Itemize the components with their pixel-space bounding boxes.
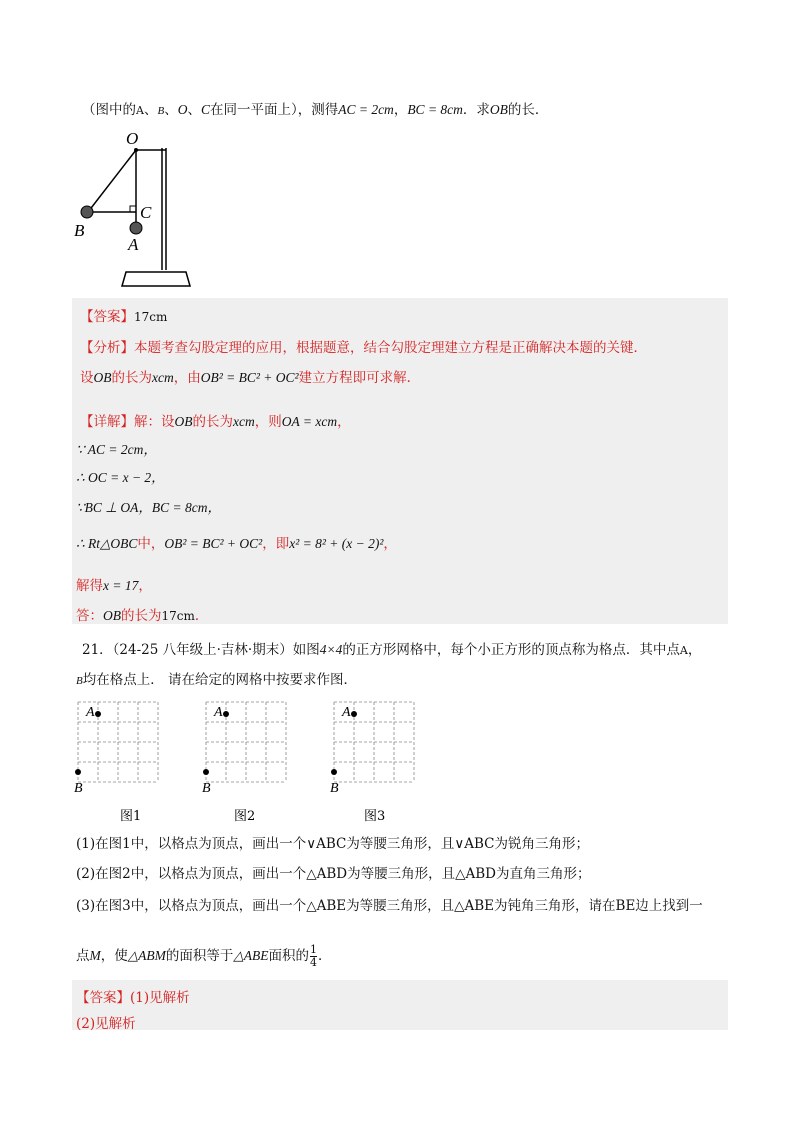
step-4: ∴ Rt△OBC中，OB² = BC² + OC²，即x² = 8² + (x − 2)²，	[76, 536, 397, 552]
label-c: C	[140, 203, 152, 222]
intro-line: （图中的A、B、O、C在同一平面上），测得AC = 2cm，BC = 8cm．求OB的长．	[82, 102, 549, 118]
grid-1-point-b	[75, 769, 81, 775]
step-5: 解得x = 17，	[76, 578, 152, 594]
right-angle-mark	[130, 206, 136, 212]
step-2: ∴ OC = x − 2，	[76, 470, 165, 485]
label-a: A	[128, 235, 139, 254]
ball-b	[81, 206, 93, 218]
pendulum-figure	[70, 126, 210, 296]
ball-a	[130, 222, 142, 234]
fraction: $\frac{1}{4}$	[310, 943, 317, 969]
string-ob	[88, 150, 136, 212]
step-6: 答：OB的长为17cm．	[76, 608, 209, 624]
label-o: O	[126, 129, 139, 148]
grid-2-label-b: B	[202, 781, 211, 796]
grid-1-caption: 图1	[120, 809, 142, 822]
grid-1	[74, 702, 158, 822]
grid-3-caption: 图3	[364, 809, 386, 822]
analysis-line: 【分析】本题考查勾股定理的应用，根据题意，结合勾股定理建立方程是正确解决本题的关键．	[80, 340, 647, 356]
analysis-line-2: 设OB的长为xcm，由OB² = BC² + OC²建立方程即可求解．	[80, 370, 421, 386]
grid-2-point-b	[203, 769, 209, 775]
question-21-line-2: B均在格点上． 请在给定的网格中按要求作图．	[76, 672, 358, 688]
grid-2-point-a	[223, 711, 229, 717]
question-21-line-1: 21．（24-25 八年级上·吉林·期末）如图4×4的正方形网格中，每个小正方形的顶点称为格点．其中点A，	[82, 642, 702, 658]
grid-figures	[60, 692, 440, 822]
grid-3-point-b	[331, 769, 337, 775]
step-1: ∵ AC = 2cm，	[76, 442, 157, 457]
grid-1-label-a: A	[86, 705, 95, 720]
subquestion-3: (3)在图3中，以格点为顶点，画出一个△ABE为等腰三角形，且△ABE为钝角三角形，请在BE边上找到一	[76, 898, 703, 914]
step-3: ∵BC ⊥ OA，BC = 8cm，	[76, 500, 221, 515]
answer-line: 【答案】17cm	[80, 309, 168, 325]
grid-3-label-b: B	[330, 781, 339, 796]
grid-2	[202, 702, 286, 822]
grid-3-point-a	[351, 711, 357, 717]
grid-3	[330, 702, 414, 822]
grid-3-label-a: A	[342, 705, 351, 720]
answer-2-line-2: (2)见解析	[76, 1016, 136, 1032]
subquestion-2: (2)在图2中，以格点为顶点，画出一个△ABD为等腰三角形，且△ABD为直角三角形；	[76, 866, 591, 882]
grid-2-caption: 图2	[234, 809, 256, 822]
label-b: B	[74, 221, 85, 240]
stand-base	[122, 272, 190, 286]
detail-line: 【详解】解：设OB的长为xcm，则OA = xcm，	[80, 414, 351, 430]
grid-1-label-b: B	[74, 781, 83, 796]
answer-2-line-1: 【答案】(1)见解析	[76, 990, 190, 1006]
grid-2-label-a: A	[214, 705, 223, 720]
point-o	[134, 148, 138, 152]
grid-1-point-a	[95, 711, 101, 717]
subquestion-1: (1)在图1中，以格点为顶点，画出一个∨ABC为等腰三角形，且∨ABC为锐角三角形；	[76, 836, 589, 852]
subquestion-3-cont: 点M，使△ABM的面积等于△ABE面积的 $\frac{1}{4}$ ．	[76, 943, 332, 969]
